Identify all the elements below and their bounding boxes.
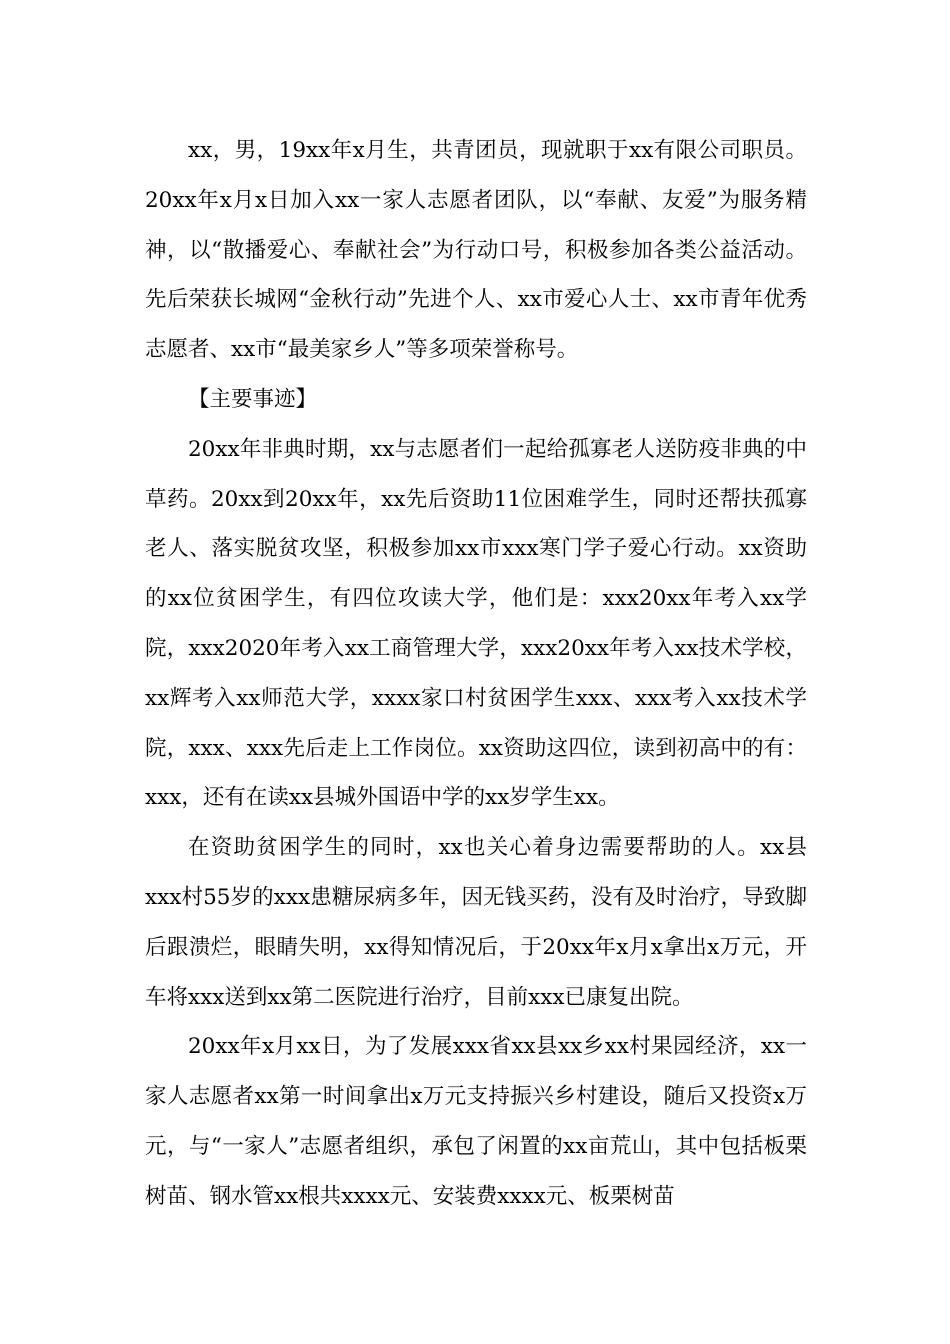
paragraph-medical-aid: 在资助贫困学生的同时，xx也关心着身边需要帮助的人。xx县xxx村55岁的xxx患糖尿病多年，因无钱买药，没有及时治疗，导致脚后跟溃烂，眼睛失明，xx得知情况后，于20xx年x月x拿出x万元，开车将xxx送到xx第二医院进行治疗，目前xxx已康复出院。 bbox=[145, 835, 807, 1010]
document-body bbox=[145, 126, 807, 1222]
paragraph-profile: xx，男，19xx年x月生，共青团员，现就职于xx有限公司职员。20xx年x月x日加入xx一家人志愿者团队，以“奉献、友爱”为服务精神，以“散播爱心、奉献社会”为行动口号，积极参加各类公益活动。先后荣获长城网“金秋行动”先进个人、xx市爱心人士、xx市青年优秀志愿者、xx市“最美家乡人”等多项荣誉称号。 bbox=[145, 138, 807, 363]
paragraph-rural-revitalization: 20xx年x月xx日，为了发展xxx省xx县xx乡xx村果园经济，xx一家人志愿者xx第一时间拿出x万元支持振兴乡村建设，随后又投资x万元，与“一家人”志愿者组织，承包了闲置的xx亩荒山，其中包括板栗树苗、钢水管xx根共xxxx元、安装费xxxx元、板栗树苗 bbox=[145, 1034, 807, 1209]
paragraph-student-aid: 20xx年非典时期，xx与志愿者们一起给孤寡老人送防疫非典的中草药。20xx到20xx年，xx先后资助11位困难学生，同时还帮扶孤寡老人、落实脱贫攻坚，积极参加xx市xxx寒门学子爱心行动。xx资助的xx位贫困学生，有四位攻读大学，他们是：xxx20xx年考入xx学院，xxx2020年考入xx工商管理大学，xxx20xx年考入xx技术学校，xx辉考入xx师范大学，xxxx家口村贫困学生xxx、xxx考入xx技术学院，xxx、xxx先后走上工作岗位。xx资助这四位，读到初高中的有：xxx，还有在读xx县城外国语中学的xx岁学生xx。 bbox=[145, 436, 807, 811]
section-heading-main-deeds: 【主要事迹】 bbox=[188, 386, 318, 412]
